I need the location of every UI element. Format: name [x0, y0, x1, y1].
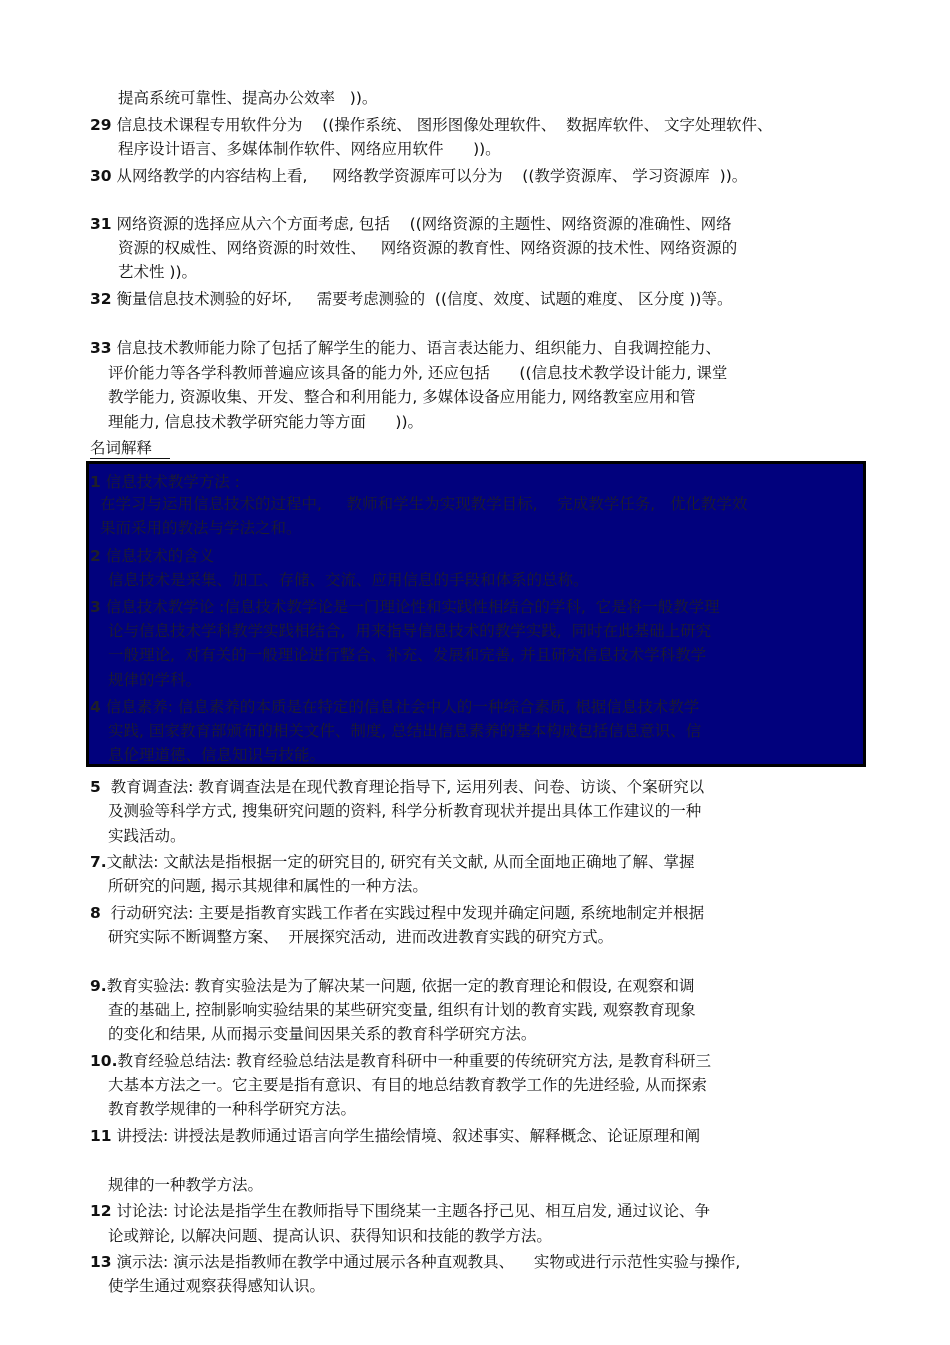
- text-line: [90, 777, 704, 797]
- item-number: 1: [90, 473, 101, 491]
- text-line: [108, 1024, 536, 1044]
- text-line: [90, 1051, 711, 1071]
- item-number: 7.: [90, 853, 107, 871]
- text-line: [90, 338, 721, 358]
- line-text: 一般理论, 对有关的一般理论进行整合、补充、发展和完善, 并且研究信息技术学科教学: [108, 646, 707, 664]
- line-text: 信息技术教师能力除了包括了解学生的能力、语言表达能力、组织能力、自我调控能力、: [111, 339, 722, 357]
- line-text: 网络资源的选择应从六个方面考虑, 包括 ((网络资源的主题性、网络资源的准确性、网络: [111, 215, 732, 233]
- text-line: [108, 1276, 325, 1296]
- line-text: 规律的一种教学方法。: [108, 1176, 264, 1194]
- text-line: [100, 518, 302, 538]
- line-text: 信息技术教学论 :信息技术教学论是一门理论性和实践性相结合的学科, 它是将一般教学理: [100, 598, 720, 616]
- text-line: [108, 745, 325, 765]
- line-text: 评价能力等各学科教师普遍应该具备的能力外, 还应包括 ((信息技术教学设计能力, 课堂: [108, 364, 728, 382]
- text-line: [90, 1201, 710, 1221]
- item-number: 9.: [90, 977, 107, 995]
- item-number: 29: [90, 116, 112, 134]
- text-line: [118, 262, 197, 282]
- line-text: 的变化和结果, 从而揭示变量间因果关系的教育科学研究方法。: [108, 1025, 537, 1043]
- item-number: 8: [90, 904, 101, 922]
- item-number: 13: [90, 1253, 112, 1271]
- text-line: [90, 597, 720, 617]
- text-line: [108, 1000, 696, 1020]
- line-text: 息伦理道德、信息知识与技能。: [108, 746, 326, 764]
- line-text: 规律的学科。: [108, 671, 202, 689]
- item-number: 4: [90, 698, 101, 716]
- text-line: [118, 238, 737, 258]
- line-text: 果而采用的教法与学法之和。: [100, 519, 302, 537]
- text-line: [108, 670, 201, 690]
- line-text: 信息技术的含义: [100, 547, 215, 565]
- line-text: 论与信息技术学科教学实践相结合, 用来指导信息技术的教学实践, 同时在此基础上研究: [108, 622, 712, 640]
- line-text: 程序设计语言、多媒体制作软件、网络应用软件 ))。: [118, 140, 501, 158]
- item-number: 12: [90, 1202, 112, 1220]
- item-number: 2: [90, 547, 101, 565]
- line-text: 教育经验总结法: 教育经验总结法是教育科研中一种重要的传统研究方法, 是教育科研三: [117, 1052, 711, 1070]
- item-number: 10.: [90, 1052, 118, 1070]
- text-line: [108, 412, 423, 432]
- text-line: [90, 852, 695, 872]
- text-line: [108, 721, 701, 741]
- text-line: [108, 1175, 263, 1195]
- text-line: [108, 927, 613, 947]
- text-line: [90, 903, 704, 923]
- line-text: 研究实际不断调整方案、 开展探究活动, 进而改进教育实践的研究方式。: [108, 928, 614, 946]
- section-heading: 名词解释: [90, 438, 170, 459]
- text-line: [108, 645, 706, 665]
- line-text: 信息技术是采集、加工、存储、交流、应用信息的手段和体系的总称。: [108, 571, 589, 589]
- line-text: 衡量信息技术测验的好坏, 需要考虑测验的 ((信度、效度、试题的难度、 区分度 ))等。: [111, 290, 733, 308]
- text-line: [108, 876, 428, 896]
- text-line: [90, 697, 699, 717]
- text-line: [90, 472, 240, 492]
- line-text: 教育教学规律的一种科学研究方法。: [108, 1100, 357, 1118]
- text-line: [90, 1252, 740, 1272]
- line-text: 讨论法: 讨论法是指学生在教师指导下围绕某一主题各抒己见、相互启发, 通过议论、争: [111, 1202, 711, 1220]
- item-number: 5: [90, 778, 101, 796]
- text-line: [108, 570, 589, 590]
- line-text: 文献法: 文献法是指根据一定的研究目的, 研究有关文献, 从而全面地正确地了解、掌握: [106, 853, 695, 871]
- line-text: 信息技术教学方法 :: [100, 473, 240, 491]
- line-text: 教育实验法: 教育实验法是为了解决某一问题, 依据一定的教育理论和假设, 在观察和调: [106, 977, 695, 995]
- text-line: [108, 826, 186, 846]
- line-text: 理能力, 信息技术教学研究能力等方面 ))。: [108, 413, 424, 431]
- line-text: 在学习与运用信息技术的过程中, 教师和学生为实现教学目标, 完成教学任务, 优化教学效: [100, 495, 748, 513]
- item-number: 30: [90, 167, 112, 185]
- line-text: 提高系统可靠性、提高办公效率 ))。: [118, 89, 378, 107]
- text-line: [108, 621, 711, 641]
- text-line: [108, 1226, 552, 1246]
- line-text: 讲授法: 讲授法是教师通过语言向学生描绘情境、叙述事实、解释概念、论证原理和阐: [111, 1127, 701, 1145]
- line-text: 资源的权威性、网络资源的时效性、 网络资源的教育性、网络资源的技术性、网络资源的: [118, 239, 738, 257]
- text-line: [108, 387, 696, 407]
- line-text: 实践, 国家教育部颁布的相关文件、制度, 总结出信息素养的基本构成包括信息意识、信: [108, 722, 702, 740]
- line-text: 所研究的问题, 揭示其规律和属性的一种方法。: [108, 877, 428, 895]
- line-text: 从网络教学的内容结构上看, 网络教学资源库可以分为 ((教学资源库、 学习资源库 ))。: [111, 167, 748, 185]
- text-line: [100, 494, 747, 514]
- line-text: 信息技术课程专用软件分为 ((操作系统、 图形图像处理软件、 数据库软件、 文字处理软件、: [111, 116, 773, 134]
- line-text: 演示法: 演示法是指教师在教学中通过展示各种直观教具、 实物或进行示范性实验与操作,: [111, 1253, 741, 1271]
- line-text: 教学能力, 资源收集、开发、整合和利用能力, 多媒体设备应用能力, 网络教室应用和管: [108, 388, 696, 406]
- item-number: 31: [90, 215, 112, 233]
- line-text: 及测验等科学方式, 搜集研究问题的资料, 科学分析教育现状并提出具体工作建议的一种: [108, 802, 702, 820]
- text-line: [90, 546, 214, 566]
- item-number: 3: [90, 598, 101, 616]
- line-text: 大基本方法之一。它主要是指有意识、有目的地总结教育教学工作的先进经验, 从而探索: [108, 1076, 707, 1094]
- text-line: [108, 801, 701, 821]
- text-line: [118, 88, 377, 108]
- line-text: 信息素养: 信息素养的本质是在特定的信息社会中人的一种综合素质, 根据信息技术教学: [100, 698, 700, 716]
- item-number: 32: [90, 290, 112, 308]
- line-text: 使学生通过观察获得感知认识。: [108, 1277, 326, 1295]
- line-text: 实践活动。: [108, 827, 186, 845]
- text-line: [90, 166, 747, 186]
- text-line: [108, 1075, 707, 1095]
- line-text: 教育调查法: 教育调查法是在现代教育理论指导下, 运用列表、问卷、访谈、个案研究以: [100, 778, 705, 796]
- text-line: [90, 214, 732, 234]
- line-text: 查的基础上, 控制影响实验结果的某些研究变量, 组织有计划的教育实践, 观察教育现象: [108, 1001, 696, 1019]
- line-text: 论或辩论, 以解决问题、提高认识、获得知识和技能的教学方法。: [108, 1227, 552, 1245]
- text-line: [118, 139, 501, 159]
- text-line: [90, 115, 773, 135]
- text-line: [108, 363, 727, 383]
- text-line: [108, 1099, 356, 1119]
- item-number: 33: [90, 339, 112, 357]
- text-line: [90, 976, 695, 996]
- line-text: 艺术性 ))。: [118, 263, 198, 281]
- text-line: [90, 1126, 700, 1146]
- line-text: 行动研究法: 主要是指教育实践工作者在实践过程中发现并确定问题, 系统地制定并根据: [100, 904, 705, 922]
- text-line: [90, 289, 732, 309]
- item-number: 11: [90, 1127, 112, 1145]
